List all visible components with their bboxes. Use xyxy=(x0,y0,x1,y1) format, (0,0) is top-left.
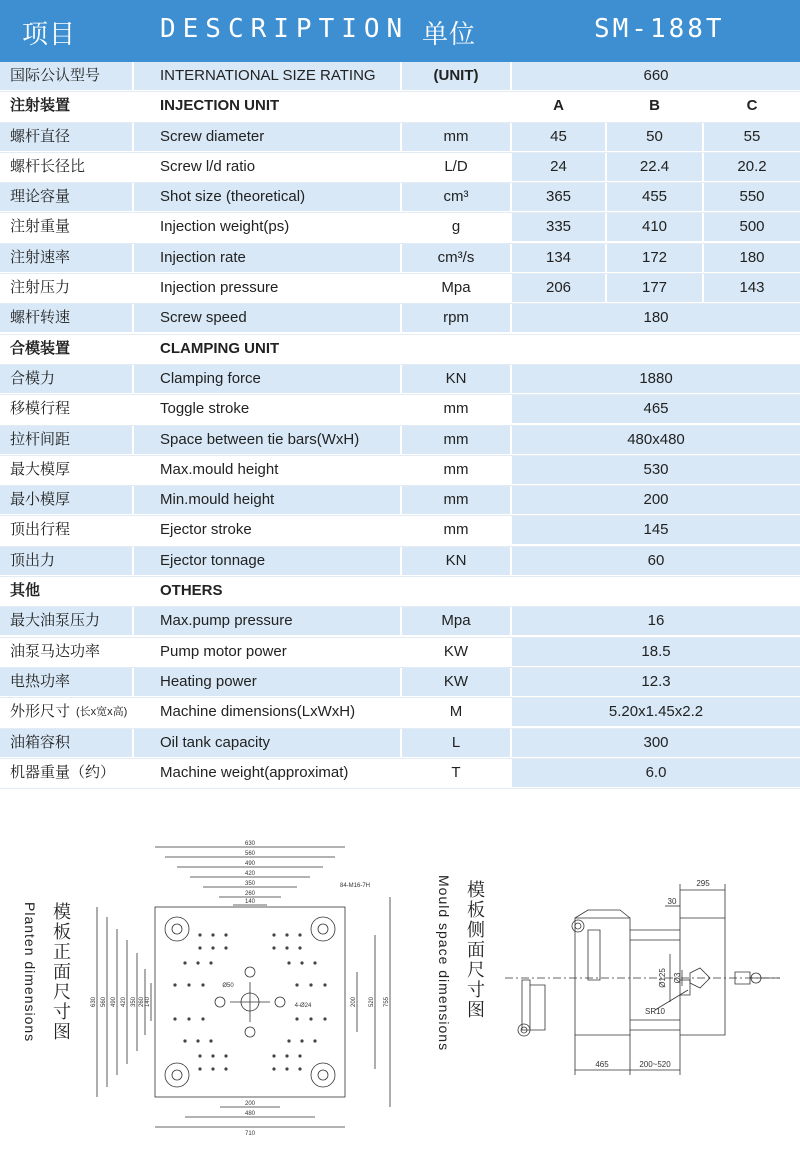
dim-left-630: 630 xyxy=(91,996,97,1008)
cell-english: Machine dimensions(LxWxH) xyxy=(160,703,356,721)
table-row xyxy=(0,153,800,183)
table-row xyxy=(0,486,800,516)
table-row xyxy=(0,547,800,577)
cell-unit: (UNIT) xyxy=(402,62,510,90)
platen-title-en: Planten dimensions xyxy=(22,902,38,1043)
cell-unit: g xyxy=(451,218,461,236)
cell-english: Screw speed xyxy=(134,304,400,332)
dim-left-350: 350 xyxy=(131,996,137,1008)
dim-295: 295 xyxy=(696,879,710,888)
table-row xyxy=(0,123,800,153)
cell-unit: Mpa xyxy=(441,279,471,297)
table-row xyxy=(0,577,800,607)
cell-value-a: A xyxy=(553,97,564,115)
dim-140: 140 xyxy=(244,899,256,905)
cell-value: 5.20x1.45x2.2 xyxy=(512,698,800,726)
cell-chinese: 注射装置 xyxy=(10,97,71,115)
cell-value: 180 xyxy=(512,304,800,332)
note-center: Ø50 xyxy=(222,983,234,989)
platen-title-cn: 模板正面尺寸图 xyxy=(51,902,71,1042)
cell-unit: cm³ xyxy=(402,183,510,211)
dim-sr10: SR10 xyxy=(644,1007,666,1016)
header-model: SM-188T xyxy=(594,14,725,44)
table-row xyxy=(0,183,800,213)
dim-490: 490 xyxy=(244,861,256,867)
cell-chinese: 拉杆间距 xyxy=(0,426,132,454)
cell-unit: L/D xyxy=(444,157,468,175)
dim-right-200: 200 xyxy=(351,996,357,1008)
dim-420: 420 xyxy=(244,871,256,877)
cell-unit: mm xyxy=(402,123,510,151)
cell-english: Injection pressure xyxy=(160,279,279,297)
cell-unit: mm xyxy=(443,521,469,539)
cell-english: Machine weight(approximat) xyxy=(160,763,349,781)
cell-unit: T xyxy=(451,763,461,781)
cell-chinese: 注射压力 xyxy=(10,279,71,297)
cell-english: Clamping force xyxy=(134,365,400,393)
cell-unit xyxy=(402,577,510,605)
cell-value: 465 xyxy=(512,395,800,423)
cell-chinese: 最小模厚 xyxy=(0,486,132,514)
cell-value-a: 24 xyxy=(512,153,605,181)
dim-465: 465 xyxy=(595,1060,609,1069)
platen-drawing xyxy=(85,835,415,1140)
cell-value: 145 xyxy=(512,516,800,544)
cell-unit: mm xyxy=(443,400,469,418)
cell-chinese: 外形尺寸 xyxy=(10,703,71,721)
cell-english: Ejector tonnage xyxy=(134,547,400,575)
cell-value-c: 550 xyxy=(704,183,800,211)
cell-value-c: 55 xyxy=(704,123,800,151)
cell-english: Oil tank capacity xyxy=(134,729,400,757)
cell-chinese: 合模力 xyxy=(0,365,132,393)
cell-english: Screw diameter xyxy=(134,123,400,151)
cell-value-c: 20.2 xyxy=(704,153,800,181)
cell-unit: KN xyxy=(402,365,510,393)
cell-chinese: 国际公认型号 xyxy=(0,62,132,90)
cell-value: 200 xyxy=(512,486,800,514)
dim-260: 260 xyxy=(244,891,256,897)
cell-value-b: B xyxy=(649,97,660,115)
table-row xyxy=(0,365,800,395)
cell-english: CLAMPING UNIT xyxy=(160,339,280,357)
cell-chinese: 理论容量 xyxy=(0,183,132,211)
cell-value: 660 xyxy=(512,62,800,90)
dim-left-420: 420 xyxy=(121,996,127,1008)
cell-value-b: 50 xyxy=(607,123,702,151)
dim-350: 350 xyxy=(244,881,256,887)
dim-d125: Ø125 xyxy=(658,968,667,988)
dim-bottom-480: 480 xyxy=(244,1111,256,1117)
cell-chinese: 其他 xyxy=(10,582,41,600)
cell-value: 12.3 xyxy=(512,668,800,696)
table-row xyxy=(0,304,800,334)
cell-value-a: 335 xyxy=(512,213,605,241)
table-row xyxy=(0,516,800,546)
cell-value-a: 134 xyxy=(512,244,605,272)
cell-english: Screw l/d ratio xyxy=(160,157,256,175)
table-row xyxy=(0,213,800,243)
cell-value: 1880 xyxy=(512,365,800,393)
cell-unit: KW xyxy=(443,642,469,660)
cell-english: Injection weight(ps) xyxy=(160,218,290,236)
mould-title-en: Mould space dimensions xyxy=(436,875,452,1052)
cell-unit: L xyxy=(402,729,510,757)
cell-chinese: 注射重量 xyxy=(10,218,71,236)
table-row xyxy=(0,638,800,668)
dim-560: 560 xyxy=(244,851,256,857)
cell-value: 480x480 xyxy=(512,426,800,454)
cell-value-a: 365 xyxy=(512,183,605,211)
dim-bottom-710: 710 xyxy=(244,1131,256,1137)
dim-left-490: 490 xyxy=(111,996,117,1008)
cell-value-c: C xyxy=(746,97,758,115)
table-header xyxy=(0,0,800,62)
cell-chinese: 油箱容积 xyxy=(0,729,132,757)
dim-right-520: 520 xyxy=(369,996,375,1008)
header-item: 项目 xyxy=(22,20,77,50)
cell-english: Injection rate xyxy=(134,244,400,272)
dim-630: 630 xyxy=(244,841,256,847)
cell-value-b: 455 xyxy=(607,183,702,211)
cell-english: Heating power xyxy=(134,668,400,696)
cell-chinese: 最大油泵压力 xyxy=(0,607,132,635)
cell-chinese: 螺杆转速 xyxy=(0,304,132,332)
cell-value-a: 45 xyxy=(512,123,605,151)
cell-value-c: 143 xyxy=(704,274,800,302)
table-row xyxy=(0,335,800,365)
tie-bar-bottom-left xyxy=(165,1063,189,1087)
table-row xyxy=(0,759,800,789)
cell-value-c: 500 xyxy=(704,213,800,241)
cell-value: 18.5 xyxy=(512,638,800,666)
dim-left-260: 260 xyxy=(139,996,145,1008)
dim-left-560: 560 xyxy=(101,996,107,1008)
mould-title-cn: 模板侧面尺寸图 xyxy=(465,880,485,1020)
tie-bar-top-left xyxy=(165,917,189,941)
table-row xyxy=(0,456,800,486)
cell-value-b: 410 xyxy=(607,213,702,241)
table-row xyxy=(0,244,800,274)
dim-d3: Ø3 xyxy=(673,972,682,984)
cell-chinese: 油泵马达功率 xyxy=(10,642,101,660)
table-row xyxy=(0,62,800,92)
cell-unit xyxy=(402,92,510,120)
cell-chinese: 移模行程 xyxy=(10,400,71,418)
table-row xyxy=(0,607,800,637)
dim-30: 30 xyxy=(667,897,677,906)
cell-english: Max.mould height xyxy=(160,460,279,478)
cell-value: 16 xyxy=(512,607,800,635)
cell-unit: Mpa xyxy=(402,607,510,635)
cell-value: 530 xyxy=(512,456,800,484)
tie-bar-bottom-right xyxy=(311,1063,335,1087)
dim-left-140: 140 xyxy=(145,996,151,1008)
cell-value-b: 177 xyxy=(607,274,702,302)
header-unit: 单位 xyxy=(422,20,477,50)
cell-chinese: 机器重量（约） xyxy=(10,763,116,781)
header-description: DESCRIPTION xyxy=(160,14,410,44)
cell-value-b: 22.4 xyxy=(607,153,702,181)
spec-table xyxy=(0,62,800,789)
cell-chinese: 合模装置 xyxy=(10,339,71,357)
cell-value-a: 206 xyxy=(512,274,605,302)
cell-value-b: 172 xyxy=(607,244,702,272)
cell-english: INTERNATIONAL SIZE RATING xyxy=(134,62,400,90)
cell-chinese: 螺杆长径比 xyxy=(10,157,86,175)
cell-unit xyxy=(402,335,510,363)
cell-english: Space between tie bars(WxH) xyxy=(134,426,400,454)
cell-english: Toggle stroke xyxy=(160,400,250,418)
cell-unit: KW xyxy=(402,668,510,696)
cell-english: Pump motor power xyxy=(160,642,287,660)
mould-drawing xyxy=(500,870,790,1080)
cell-unit: mm xyxy=(443,460,469,478)
cell-unit: rpm xyxy=(402,304,510,332)
cell-english: OTHERS xyxy=(160,582,223,600)
table-row xyxy=(0,92,800,122)
cell-english: Ejector stroke xyxy=(160,521,252,539)
cell-chinese: 顶出力 xyxy=(0,547,132,575)
dim-bottom-200: 200 xyxy=(244,1101,256,1107)
table-row xyxy=(0,274,800,304)
cell-english: INJECTION UNIT xyxy=(160,97,280,115)
dim-200-520: 200~520 xyxy=(639,1060,671,1069)
table-row xyxy=(0,426,800,456)
cell-unit: cm³/s xyxy=(402,244,510,272)
cell-unit: M xyxy=(449,703,463,721)
cell-chinese: 注射速率 xyxy=(0,244,132,272)
cell-value: 6.0 xyxy=(512,759,800,787)
table-row xyxy=(0,698,800,728)
cell-chinese: 最大模厚 xyxy=(10,460,71,478)
table-row xyxy=(0,729,800,759)
cell-english: Shot size (theoretical) xyxy=(134,183,400,211)
cell-unit: mm xyxy=(402,426,510,454)
note-holes: 4-Ø24 xyxy=(294,1003,312,1009)
cell-unit: KN xyxy=(402,547,510,575)
cell-chinese: 螺杆直径 xyxy=(0,123,132,151)
cell-english: Max.pump pressure xyxy=(134,607,400,635)
cell-chinese: 电热功率 xyxy=(0,668,132,696)
note-threads: 84-M16-7H xyxy=(339,883,371,889)
cell-unit: mm xyxy=(402,486,510,514)
tie-bar-top-right xyxy=(311,917,335,941)
cell-chinese-note: (长x宽x高) xyxy=(76,706,128,719)
cell-english: Min.mould height xyxy=(134,486,400,514)
table-row xyxy=(0,395,800,425)
cell-value: 300 xyxy=(512,729,800,757)
dim-right-755: 755 xyxy=(384,996,390,1008)
table-row xyxy=(0,668,800,698)
cell-value-c: 180 xyxy=(704,244,800,272)
cell-chinese: 顶出行程 xyxy=(10,521,71,539)
cell-value: 60 xyxy=(512,547,800,575)
